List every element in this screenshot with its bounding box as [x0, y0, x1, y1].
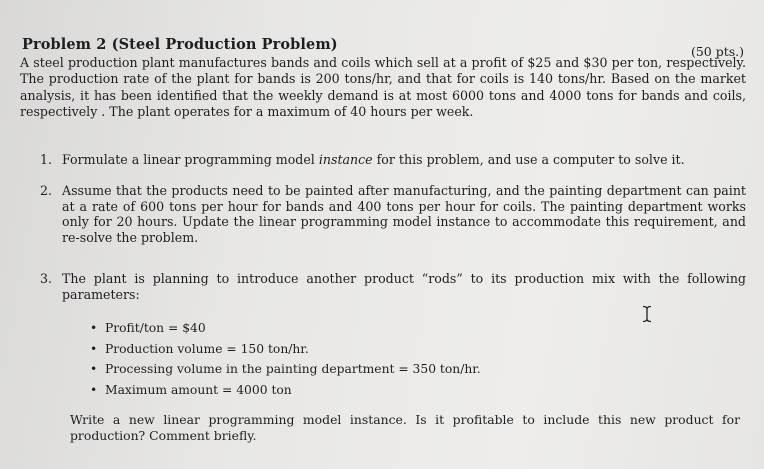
question-text: Assume that the products need to be painted after manufacturing, and the painting department can paint at a rate of 600 tons per hour for bands and 400 tons per hour for coils. The painting department works only for 20 hours. Update the linear programming model instance to accommodate this requirement, and re-solve the problem.: [62, 183, 746, 245]
text-cursor-icon: [641, 305, 653, 323]
parameter-list: [90, 318, 481, 400]
points-label: (50 pts.): [690, 44, 744, 59]
question-3: [40, 271, 746, 302]
question-text: The plant is planning to introduce another product “rods” to its production mix with the following parameters:: [62, 271, 746, 302]
question-text: Formulate a linear programming model instance for this problem, and use a computer to solve it.: [62, 152, 685, 167]
bullet-icon: •: [90, 341, 98, 356]
question-2: [40, 183, 746, 245]
question-number: 1.: [40, 152, 53, 167]
bullet-icon: •: [90, 382, 98, 397]
question-number: 3.: [40, 271, 53, 286]
list-item: • Production volume = 150 ton/hr.: [90, 339, 481, 360]
problem-header: [22, 36, 746, 59]
question-3-closing: Write a new linear programming model instance. Is it profitable to include this new product for production? Comment briefly.: [70, 412, 740, 443]
problem-title: Problem 2 (Steel Production Problem): [22, 36, 338, 53]
bullet-icon: •: [90, 362, 98, 376]
list-item: • Profit/ton = $40: [90, 318, 481, 339]
question-1: [40, 152, 746, 168]
question-number: 2.: [40, 183, 53, 198]
list-item: • Processing volume in the painting department = 350 ton/hr.: [90, 359, 481, 380]
list-item: • Maximum amount = 4000 ton: [90, 380, 481, 401]
emphasis-instance: instance: [318, 152, 373, 167]
problem-statement: A steel production plant manufactures bands and coils which sell at a profit of $25 and $30 per ton, respectively. The production rate of the plant for bands is 200 tons/hr, and that for coils is 140 tons/hr. Based on the market analysis, it has been identified that the weekly demand is at most 6000 tons and 4000 tons for bands and coils, respectively . The plant operates for a maximum of 40 hours per week.: [20, 55, 746, 119]
bullet-icon: •: [90, 321, 98, 335]
